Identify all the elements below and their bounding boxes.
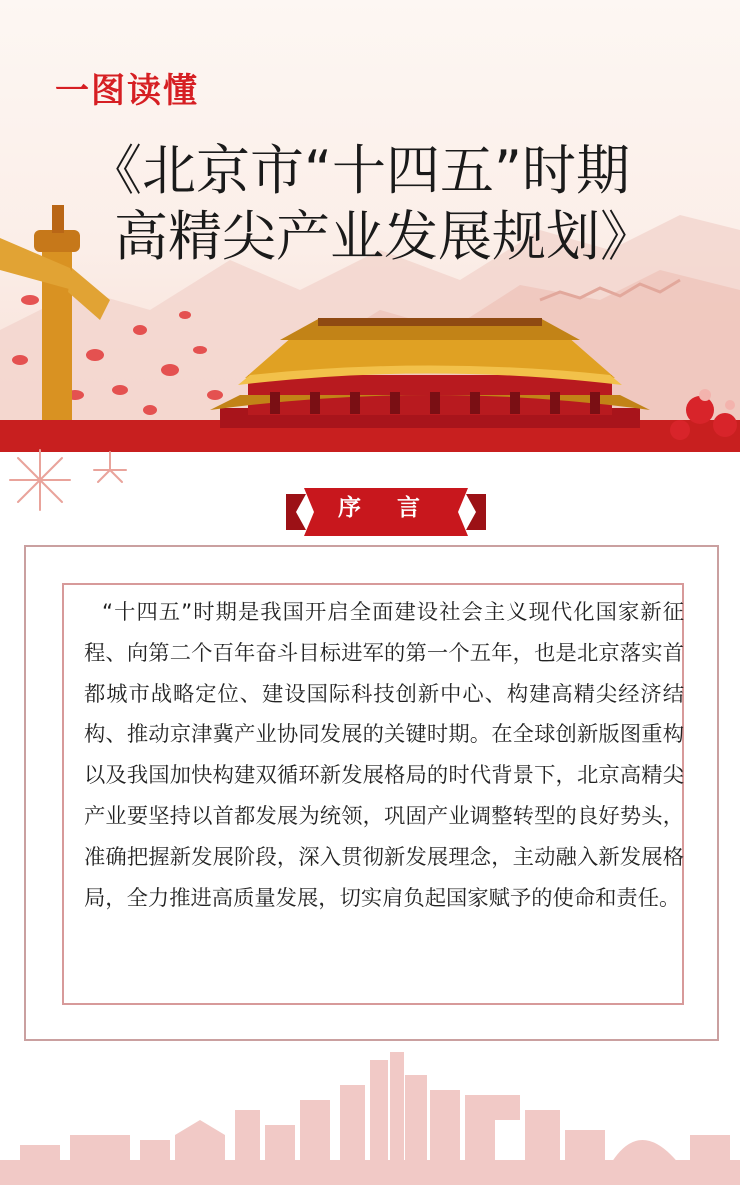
section-title: 序 言	[337, 495, 434, 521]
kicker-label: 一图读懂	[55, 71, 199, 111]
intro-paragraph: “十四五”时期是我国开启全面建设社会主义现代化国家新征程、向第二个百年奋斗目标进军的第一个五年，也是北京落实首都城市战略定位、建设国际科技创新中心、构建高精尖经济结构、推动京津冀产业协同发展的关键时期。在全球创新版图重构以及我国加快构建双循环新发展格局的时代背景下，北京高精尖产业要坚持以首都发展为统领，巩固产业调整转型的良好势头，准确把握新发展阶段，深入贯彻新发展理念，主动融入新发展格局，全力推进高质量发展，切实肩负起国家赋予的使命和责任。	[84, 600, 684, 911]
city-skyline	[0, 1040, 740, 1185]
page-title	[88, 138, 738, 270]
header-banner	[0, 0, 740, 452]
title-line-2: 高精尖产业发展规划》	[114, 205, 654, 268]
firework-decoration	[0, 440, 160, 520]
title-line-1: 《北京市“十四五”时期	[88, 139, 630, 202]
